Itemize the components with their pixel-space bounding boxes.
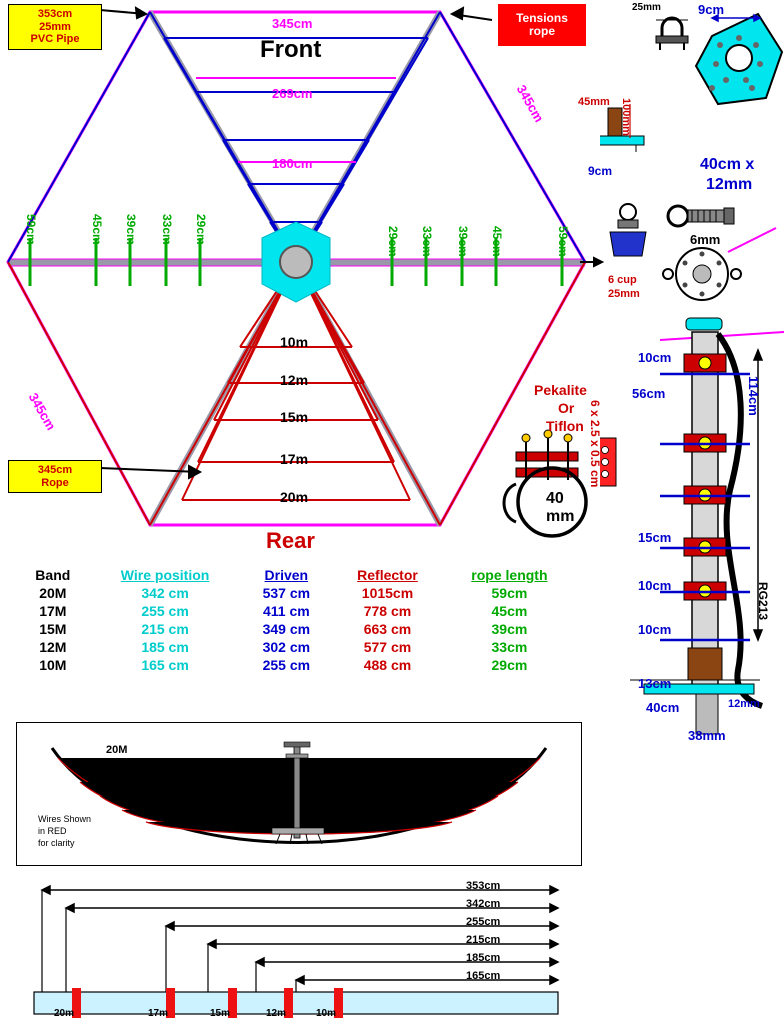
side-view-drawing [18,724,578,862]
pekalite-line-1: Pekalite [534,382,587,398]
cup-body [610,232,646,256]
th-reflector: Reflector [357,567,418,583]
cell-wire: 185 cm [141,639,189,655]
ruler-dim-215: 215cm [466,934,501,946]
cell-wire: 215 cm [141,621,189,637]
ruler-dim-342: 342cm [466,898,501,910]
th-band: Band [35,567,71,583]
dim-6mm: 6mm [690,232,721,247]
pipe-note-line-2: 25mm [39,20,71,33]
thread [688,210,724,222]
cell-band: 12M [39,639,67,655]
front-label: Front [260,36,322,63]
band-label-20m: 20m [280,489,309,505]
dim-25mm-ubolt: 25mm [632,2,661,13]
rope-left-29: 29cm [194,214,208,245]
side-band-15m: 15M [168,790,190,802]
cell-band: 17M [39,603,67,619]
cell-driven: 411 cm [262,603,310,619]
band-label-15m: 15m [280,409,309,425]
cell-reflector: 1015cm [361,585,414,601]
cup-label-1: 6 cup [608,274,637,286]
hoop-tail [504,484,516,522]
tensions-line-2: rope [528,24,555,38]
plate-center-hole [726,45,752,71]
pipe-note-line-3: PVC Pipe [30,33,80,46]
dim-9cm-top: 9cm [698,2,725,17]
rope-right-59: 59cm [556,226,570,257]
pipe-note-line-1: 353cm [37,8,73,20]
insulator-dims: 6 x 2.5 x 0.5 cm [588,400,602,488]
table-row [16,638,576,656]
cell-rope: 45cm [491,603,528,619]
rope-note-line-2: Rope [41,476,69,489]
side-band-17m: 17M [130,774,152,786]
rope-left-45: 45cm [90,214,104,245]
cell-rope: 29cm [491,657,528,673]
mast-dim-40cm: 40cm [646,700,680,715]
cell-band: 15M [39,621,67,637]
dim-45mm: 45mm [578,96,610,108]
front-span-180: 180cm [272,156,313,171]
pvc-pipe-note [8,4,102,50]
cell-driven: 349 cm [262,621,311,637]
cell-band: 20M [39,585,67,601]
rope-right-33: 33cm [420,226,434,257]
front-span-345: 345cm [272,16,313,31]
front-span-269: 269cm [272,86,313,101]
mast-dim-15cm: 15cm [638,530,672,545]
rear-label: Rear [266,528,315,553]
hub-mast [280,246,312,278]
band-dimension-table [16,566,576,674]
mast-cap [686,318,722,330]
cell-reflector: 778 cm [363,603,412,619]
mast-dim-13cm: 13cm [638,676,672,691]
rope-right-45: 45cm [490,226,504,257]
cell-wire: 342 cm [141,585,189,601]
cell-rope: 59cm [491,585,528,601]
side-band-12m: 12M [204,802,226,814]
table-row [16,584,576,602]
mast-dim-10cm-b: 10cm [638,578,672,593]
hoop-dim-40: 40 [546,490,564,507]
side-span-left-345: 345cm [25,390,59,433]
ruler-mark-10m: 10m [316,1008,337,1019]
cell-reflector: 663 cm [363,621,412,637]
cell-rope: 33cm [491,639,528,655]
pekalite-line-3: Tiflon [546,418,584,434]
boom-bar [34,992,558,1014]
mast-dim-114cm: 114cm [746,376,761,416]
ruler-dim-185: 185cm [466,952,501,964]
dim-9cm-bottom: 9cm [588,164,613,178]
cell-driven: 255 cm [262,657,311,673]
ruler-mark-20m: 20m [54,1008,75,1019]
hoop-dim-mm: mm [546,508,575,525]
side-band-20m: 20M [106,744,128,756]
rope-left-33: 33cm [160,214,174,245]
table-row [16,602,576,620]
rope-left-59: 59cm [24,214,38,245]
table-header-row [16,566,576,584]
band-label-17m: 17m [280,451,309,467]
cell-driven: 302 cm [262,639,311,655]
side-span-right-345: 345cm [513,82,547,125]
clarity-note-2: in RED [38,826,67,836]
ruler-mark-17m: 17m [148,1008,169,1019]
rope-note [8,460,102,493]
mast-dim-10cm-a: 10cm [638,350,672,365]
band-label-10m: 10m [280,334,309,350]
rope-right-29: 29cm [386,226,400,257]
cell-band: 10M [39,657,67,673]
plate-size-line-2: 12mm [706,176,753,193]
base-insulator [688,648,722,680]
base-plate [600,136,644,145]
ruler-mark-15m: 15m [210,1008,231,1019]
rope-right-39: 39cm [456,226,470,257]
clarity-note-1: Wires Shown [38,814,92,824]
th-rope-length: rope length [471,567,548,583]
cell-reflector: 577 cm [363,639,412,655]
mast-body [692,332,718,692]
mast-dim-56cm: 56cm [632,386,666,401]
side-spider [272,828,324,834]
ruler-dim-165: 165cm [466,970,501,982]
cell-rope: 39cm [491,621,528,637]
u-bolt [662,18,682,36]
th-driven: Driven [264,567,309,583]
mast-dim-12mm: 12mm [728,698,760,710]
th-wire-position: Wire position [120,567,210,583]
table-row [16,620,576,638]
clarity-note-3: for clarity [38,838,75,848]
rope-left-39: 39cm [124,214,138,245]
tensions-rope-note [498,4,586,46]
ruler-mark-12m: 12m [266,1008,287,1019]
pekalite-line-2: Or [558,400,575,416]
coax-label: RG213 [756,582,770,621]
cell-driven: 537 cm [262,585,311,601]
side-mast [294,746,300,838]
eye-bolt [668,206,688,226]
plate-size-line-1: 40cm x [700,156,755,173]
ruler-dim-255: 255cm [466,916,501,928]
tensions-line-1: Tensions [516,10,568,25]
cup-label-2: 25mm [608,288,640,300]
mast-dim-38mm: 38mm [688,728,726,743]
cell-wire: 255 cm [141,603,189,619]
dim-100mm: 100mm [620,98,632,136]
cell-wire: 165 cm [141,657,189,673]
mast-dim-10cm-c: 10cm [638,622,672,637]
ruler-dim-353: 353cm [466,880,501,892]
table-row [16,656,576,674]
rope-note-line-1: 345cm [37,464,73,476]
side-band-10m: 10M [252,814,274,826]
cell-reflector: 488 cm [363,657,412,673]
band-label-12m: 12m [280,372,309,388]
